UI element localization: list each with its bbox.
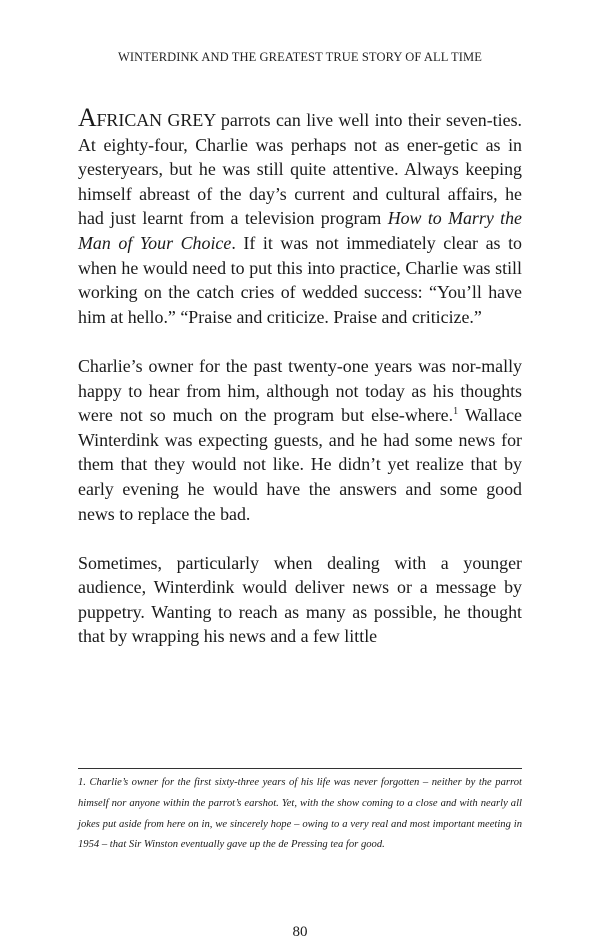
small-caps-lead: FRICAN GREY	[96, 110, 216, 130]
paragraph-3-text: Sometimes, particularly when dealing with a younger audience, Winterdink would deliver news or a message by puppetry. Wanting to reach as many as possible, he thought that by wrapping his news and a few little	[78, 552, 522, 647]
paragraph-1-text-b: . If it was not immediately clear as to when he would need to put this into practice, Charlie was still working on the catch cries of wedded success: “You’ll have him at hello.” “Praise and criticize. Praise and criticize.”	[78, 232, 523, 327]
paragraph-1	[78, 103, 523, 329]
paragraph-1-text-a: parrots can live well into their seven-ties. At eighty-four, Charlie was perhaps not as ener-getic as in yesteryears, but he was still quite attentive. Always keeping himself abreast of the day’s current and cultural affairs, he had just learnt from a television program	[78, 110, 522, 229]
running-head: WINTERDINK AND THE GREATEST TRUE STORY OF ALL TIME	[117, 50, 483, 64]
paragraph-2-text-a: Charlie’s owner for the past twenty-one years was nor-mally happy to hear from him, although not today as his thoughts were not so much on the program but else-where.	[78, 355, 522, 426]
footnote-reference: 1	[453, 406, 459, 418]
paragraph-2	[78, 354, 522, 526]
paragraph-3	[78, 551, 522, 649]
footnote-rule	[78, 768, 522, 769]
paragraph-2-text-b: Wallace Winterdink was expecting guests, and he had some news for them that they would not like. He didn’t yet realize that by early evening he would have the answers and some good news to replace the bad.	[78, 405, 522, 524]
footnote: 1. Charlie’s owner for the first sixty-three years of his life was never forgotten – neither by the parrot himself nor anyone within the parrot’s earshot. Yet, with the show coming to a close and with nearly all jokes put aside from here on in, we sincerely hope – owing to a very real and most important meeting in 1954 – that Sir Winston eventually gave up the de Pressing tea for good.	[78, 777, 522, 851]
drop-cap: A	[78, 103, 97, 132]
page-number: 80	[292, 924, 308, 940]
program-title: How to Marry the Man of Your Choice	[78, 208, 522, 253]
body-text	[78, 103, 523, 674]
